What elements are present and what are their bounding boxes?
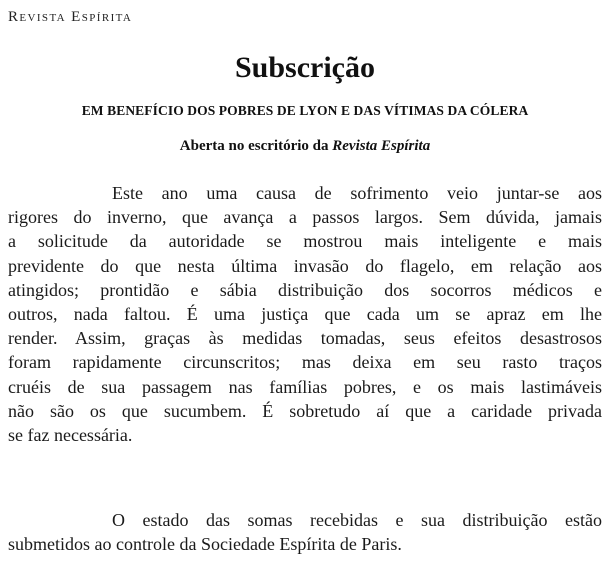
paragraph-line: não são os que sucumbem. É sobretudo aí que a caridade privada [8, 400, 602, 421]
paragraph-line: render. Assim, graças às medidas tomadas, seus efeitos desastrosos [8, 328, 602, 349]
paragraph-line: a solicitude da autoridade se mostrou mais inteligente e mais [8, 231, 602, 252]
subtitle: EM BENEFÍCIO DOS POBRES DE LYON E DAS VÍTIMAS DA CÓLERA [81, 103, 529, 118]
paragraph-line: outros, nada faltou. É uma justiça que cada um se apraz em lhe [8, 304, 602, 325]
paragraph-line: atingidos; prontidão e sábia distribuição dos socorros médicos e [8, 279, 602, 300]
paragraph-line: cruéis de sua passagem nas famílias pobres, e os mais lastimáveis [8, 376, 602, 397]
opened-at-line [8, 136, 602, 156]
paragraph-1 [8, 181, 602, 447]
paragraph-line: foram rapidamente circunscritos; mas deixa em seu rasto traços [8, 352, 602, 373]
opened-prefix: Aberta no escritório da [179, 138, 333, 154]
paragraph-line: rigores do inverno, que avança a passos largos. Sem dúvida, jamais [8, 207, 602, 228]
journal-name: Revista Espírita [332, 138, 431, 154]
paragraph-line: O estado das somas recebidas e sua distribuição estão [112, 510, 602, 530]
document-page [8, 0, 602, 572]
running-head: Revista Espírita [8, 9, 133, 25]
paragraph-2 [8, 508, 602, 556]
paragraph-line: submetidos ao controle da Sociedade Espírita de Paris. [8, 534, 402, 555]
page-title: Subscrição [234, 51, 375, 84]
paragraph-line: se faz necessária. [8, 425, 133, 446]
paragraph-line: Este ano uma causa de sofrimento veio juntar-se aos [112, 183, 602, 203]
paragraph-line: previdente do que nesta última invasão do flagelo, em relação aos [8, 255, 602, 276]
